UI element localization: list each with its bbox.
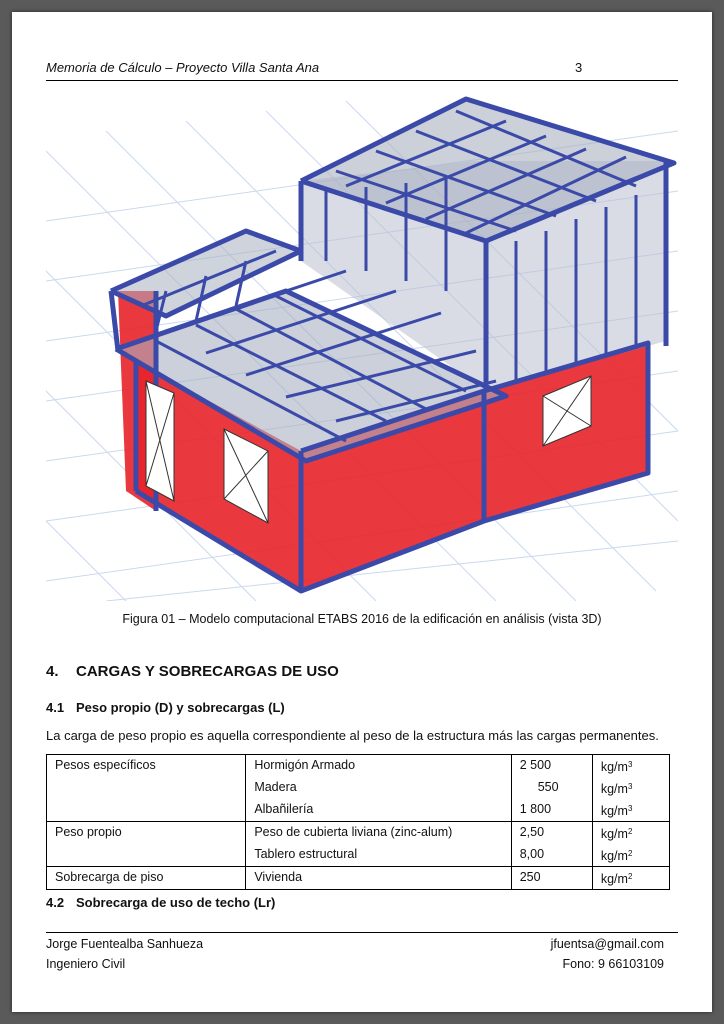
section-4-number: 4.	[46, 663, 59, 680]
table-cell-unit	[592, 799, 669, 822]
table-cell-item: Tablero estructural	[246, 844, 511, 867]
table-cell-value: 2 500	[511, 755, 592, 778]
table-row	[47, 799, 670, 822]
section-4-2-heading	[46, 895, 275, 910]
unit-exponent: 2	[627, 827, 633, 836]
table-cell-unit	[592, 844, 669, 867]
author-role: Ingeniero Civil	[46, 957, 126, 971]
page-number: 3	[575, 60, 583, 75]
figure-caption: Figura 01 – Modelo computacional ETABS 2016 de la edificación en análisis (vista 3D)	[122, 612, 602, 626]
unit-text: kg/m	[600, 804, 628, 818]
etabs-3d-model-figure	[46, 91, 678, 601]
section-4-1-title: Peso propio (D) y sobrecargas (L)	[76, 700, 285, 715]
table-cell-unit	[592, 867, 669, 890]
table-cell-unit	[592, 822, 669, 845]
section-4-2-number: 4.2	[46, 895, 65, 910]
section-4-title: CARGAS Y SOBRECARGAS DE USO	[76, 663, 339, 680]
table-cell-category: Sobrecarga de piso	[47, 867, 246, 890]
unit-exponent: 3	[627, 782, 633, 791]
unit-text: kg/m	[600, 760, 628, 774]
table-cell-item: Peso de cubierta liviana (zinc-alum)	[246, 822, 511, 845]
table-cell-category	[47, 799, 246, 822]
table-cell-value: 250	[511, 867, 592, 890]
author-email: jfuentsa@gmail.com	[550, 937, 664, 951]
table-cell-value	[511, 777, 592, 799]
header-title: Memoria de Cálculo – Proyecto Villa Santa Ana	[46, 60, 320, 75]
section-4-1-paragraph: La carga de peso propio es aquella correspondiente al peso de la estructura más las cargas permanentes.	[46, 728, 659, 743]
table-cell-value: 2,50	[511, 822, 592, 845]
table-cell-unit	[592, 755, 669, 778]
unit-exponent: 2	[627, 872, 633, 881]
table-cell-item: Madera	[246, 777, 511, 799]
table-row	[47, 822, 670, 845]
author-name: Jorge Fuentealba Sanhueza	[46, 937, 204, 951]
table-cell-item: Vivienda	[246, 867, 511, 890]
unit-exponent: 2	[627, 849, 633, 858]
table-cell-category: Pesos específicos	[47, 755, 246, 778]
unit-text: kg/m	[600, 782, 628, 796]
table-cell-category: Peso propio	[47, 822, 246, 845]
table-row	[47, 755, 670, 778]
page-header	[46, 58, 678, 81]
table-cell-value: 1 800	[511, 799, 592, 822]
unit-text: kg/m	[600, 849, 628, 863]
table-cell-value: 8,00	[511, 844, 592, 867]
author-phone: Fono: 9 66103109	[562, 957, 664, 971]
table-row	[47, 777, 670, 799]
page-footer	[46, 932, 678, 993]
table-row	[47, 844, 670, 867]
table-cell-item: Albañilería	[246, 799, 511, 822]
section-4-1-heading	[46, 700, 285, 715]
table-cell-item: Hormigón Armado	[246, 755, 511, 778]
section-4-1-number: 4.1	[46, 700, 65, 715]
table-row	[47, 867, 670, 890]
unit-text: kg/m	[600, 827, 628, 841]
section-4-2-title: Sobrecarga de uso de techo (Lr)	[76, 895, 276, 910]
unit-text: kg/m	[600, 872, 628, 886]
table-cell-category	[47, 777, 246, 799]
value-text: 550	[537, 780, 559, 794]
section-4-heading	[46, 663, 339, 680]
unit-exponent: 3	[627, 760, 633, 769]
document-page	[12, 12, 712, 1012]
table-cell-unit	[592, 777, 669, 799]
unit-exponent: 3	[627, 804, 633, 813]
table-cell-category	[47, 844, 246, 867]
loads-table	[46, 754, 670, 890]
